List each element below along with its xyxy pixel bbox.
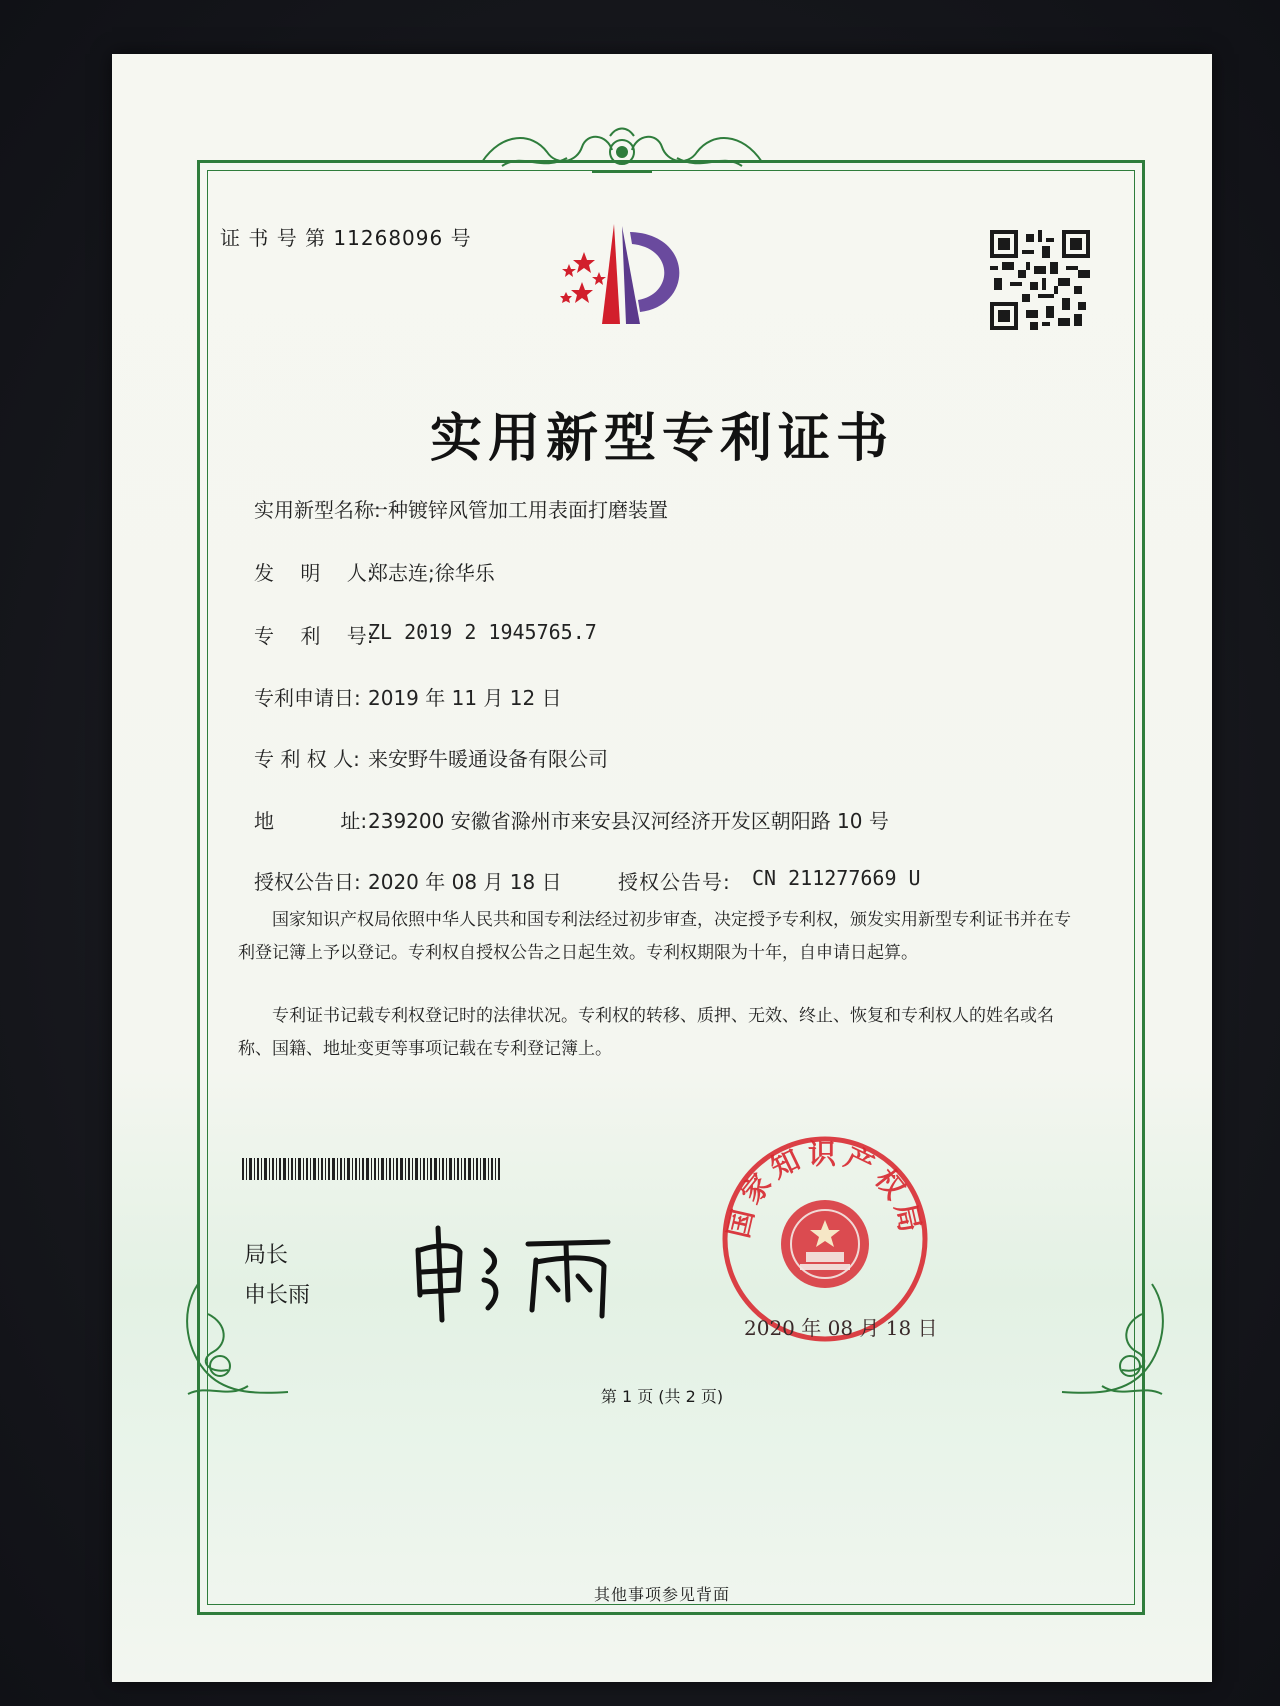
svg-text:国家知识产权局: 国家知识产权局 bbox=[721, 1137, 929, 1241]
legal-paragraph-2: 专利证书记载专利权登记时的法律状况。专利权的转移、质押、无效、终止、恢复和专利权人的姓名或名称、国籍、地址变更等事项记载在专利登记簿上。 bbox=[238, 1006, 1054, 1059]
footer-note: 其他事项参见背面 bbox=[593, 1585, 730, 1604]
director-title: 局长 bbox=[244, 1243, 289, 1268]
legal-paragraph-1: 国家知识产权局依照中华人民共和国专利法经过初步审查，决定授予专利权，颁发实用新型专利证书并在专利登记簿上予以登记。专利权自授权公告之日起生效。专利权期限为十年，自申请日起算。 bbox=[238, 910, 1071, 963]
field-label-address: 地 址: bbox=[254, 809, 368, 833]
field-label-patentee: 专 利 权 人: bbox=[254, 747, 360, 771]
field-value-grant-date: 2020 年 08 月 18 日 bbox=[368, 870, 562, 894]
certificate-paper bbox=[112, 54, 1212, 1682]
field-label-inventor: 发 明 人: bbox=[254, 561, 374, 585]
field-value-address: 239200 安徽省滁州市来安县汉河经济开发区朝阳路 10 号 bbox=[368, 809, 889, 833]
page-info: 第 1 页 (共 2 页) bbox=[600, 1387, 724, 1406]
field-label-application-date: 专利申请日: bbox=[254, 686, 361, 710]
barcode-icon bbox=[242, 1158, 500, 1180]
field-value-patentee: 来安野牛暖通设备有限公司 bbox=[368, 747, 608, 771]
certificate-title: 实用新型专利证书 bbox=[429, 409, 894, 469]
field-label-patent-number: 专 利 号: bbox=[254, 624, 374, 648]
announcement-label: 授权公告号: bbox=[618, 870, 731, 894]
patent-logo-icon bbox=[544, 214, 704, 334]
announcement-value: CN 211277669 U bbox=[752, 866, 921, 890]
field-value-name: 一种镀锌风管加工用表面打磨装置 bbox=[368, 498, 668, 522]
director-name: 申长雨 bbox=[244, 1283, 311, 1308]
field-value-patent-number: ZL 2019 2 1945765.7 bbox=[368, 620, 597, 644]
field-label-name: 实用新型名称: bbox=[254, 498, 381, 522]
top-ornament-icon bbox=[472, 122, 772, 178]
field-value-inventor: 郑志连;徐华乐 bbox=[368, 561, 495, 585]
field-value-application-date: 2019 年 11 月 12 日 bbox=[368, 686, 562, 710]
certificate-number: 证 书 号 第 11268096 号 bbox=[220, 226, 472, 250]
field-label-grant-date: 授权公告日: bbox=[254, 870, 361, 894]
seal-date: 2020 年 08 月 18 日 bbox=[744, 1316, 938, 1340]
signature-icon bbox=[408, 1220, 638, 1330]
qr-code-icon bbox=[990, 230, 1090, 330]
